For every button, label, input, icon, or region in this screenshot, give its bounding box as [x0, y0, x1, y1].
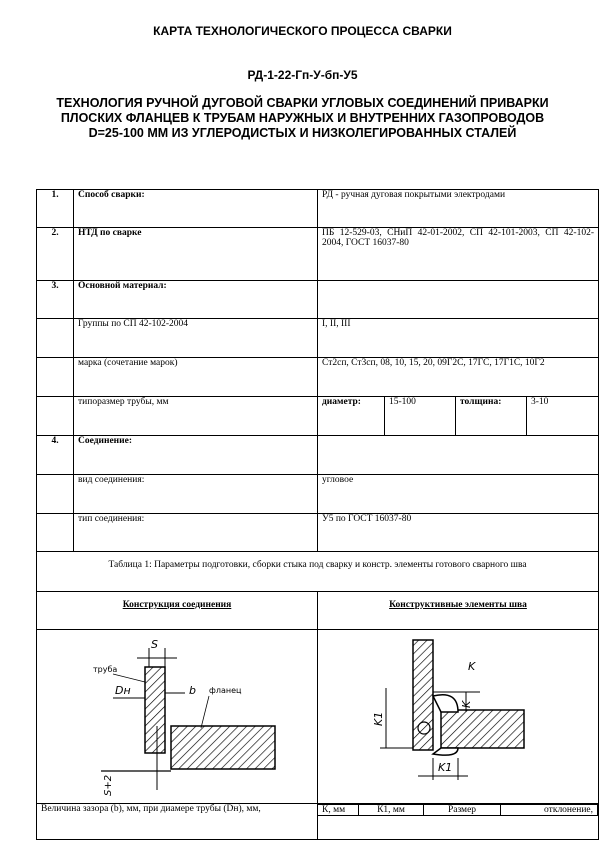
technology-title-line: ПЛОСКИХ ФЛАНЦЕВ К ТРУБАМ НАРУЖНЫХ И ВНУТРЕННИХ ГАЗОПРОВОДОВ — [60, 111, 545, 125]
table-row — [37, 319, 599, 358]
k1-header: К1, мм — [359, 805, 424, 816]
label-pipe: труба — [93, 665, 118, 674]
row-label: тип соединения: — [74, 514, 318, 552]
table-row — [37, 190, 599, 228]
row-number-empty — [37, 514, 74, 552]
table-row — [37, 804, 599, 840]
row-value: угловое — [318, 475, 599, 514]
row-number-empty — [37, 358, 74, 397]
weld-size-headers — [318, 804, 599, 840]
thickness-value: 3-10 — [527, 397, 599, 436]
table-row — [37, 592, 599, 630]
card-code: РД-1-22-Гп-У-бп-У5 — [247, 68, 358, 82]
table-row — [37, 358, 599, 397]
table-row — [37, 514, 599, 552]
label-k1-bottom: K1 — [438, 761, 453, 774]
label-s: S — [151, 638, 158, 651]
deviation-header: отклонение, — [501, 805, 598, 816]
size-header: Размер — [424, 805, 501, 816]
column-heading-construction: Конструкция соединения — [37, 592, 318, 630]
row-label: Способ сварки: — [74, 190, 318, 228]
diameter-label: диаметр: — [318, 397, 385, 436]
technology-title — [0, 96, 605, 141]
row-number: 1. — [37, 190, 74, 228]
table-row — [37, 228, 599, 281]
label-flange: фланец — [209, 686, 242, 695]
row-label: НТД по сварке — [74, 228, 318, 281]
row-value-empty — [318, 436, 599, 475]
row-value: Ст2сп, Ст3сп, 08, 10, 15, 20, 09Г2С, 17ГС, 17Г1С, 10Г2 — [318, 358, 599, 397]
row-value-empty — [318, 281, 599, 319]
row-number: 4. — [37, 436, 74, 475]
row-value: ПБ 12-529-03, СНиП 42-01-2002, СП 42-101-2003, СП 42-102-2004, ГОСТ 16037-80 — [318, 228, 599, 281]
row-number-empty — [37, 475, 74, 514]
row-value: I, II, III — [318, 319, 599, 358]
row-number-empty — [37, 397, 74, 436]
technology-title-line: ТЕХНОЛОГИЯ РУЧНОЙ ДУГОВОЙ СВАРКИ УГЛОВЫХ СОЕДИНЕНИЙ ПРИВАРКИ — [56, 96, 549, 110]
weld-elements-drawing — [318, 630, 599, 803]
row-value: РД - ручная дуговая покрытыми электродами — [318, 190, 599, 228]
technology-title-line: D=25-100 ММ ИЗ УГЛЕРОДИСТЫХ И НИЗКОЛЕГИРОВАННЫХ СТАЛЕЙ — [88, 126, 517, 140]
label-k1-vertical: K1 — [372, 711, 385, 726]
row-label: марка (сочетание марок) — [74, 358, 318, 397]
thickness-label: толщина: — [456, 397, 527, 436]
card-title: КАРТА ТЕХНОЛОГИЧЕСКОГО ПРОЦЕССА СВАРКИ — [153, 24, 452, 38]
row-number-empty — [37, 319, 74, 358]
row-label: типоразмер трубы, мм — [74, 397, 318, 436]
table-row — [37, 436, 599, 475]
joint-construction-drawing — [37, 630, 317, 803]
process-card-table — [36, 189, 599, 840]
table-row — [37, 281, 599, 319]
row-number: 3. — [37, 281, 74, 319]
table-row — [37, 552, 599, 592]
row-label: вид соединения: — [74, 475, 318, 514]
row-label: Основной материал: — [74, 281, 318, 319]
diameter-value: 15-100 — [385, 397, 456, 436]
label-k-side: K — [460, 700, 473, 708]
label-b: b — [189, 684, 196, 697]
weld-size-subtable — [318, 804, 598, 816]
table-row — [37, 475, 599, 514]
label-s-plus-2: S+2 — [103, 774, 114, 796]
row-label: Соединение: — [74, 436, 318, 475]
figure-weld-elements — [318, 630, 599, 804]
row-number: 2. — [37, 228, 74, 281]
figure-joint-construction — [37, 630, 318, 804]
table-row — [37, 630, 599, 804]
gap-size-header: Величина зазора (b), мм, при диамере трубы (Dн), мм, — [37, 804, 318, 840]
table1-caption: Таблица 1: Параметры подготовки, сборки стыка под сварку и констр. элементы готового сварного шва — [37, 552, 599, 592]
label-dn: Dн — [115, 684, 131, 697]
label-k-top: K — [468, 660, 476, 673]
table-row — [37, 397, 599, 436]
row-value: У5 по ГОСТ 16037-80 — [318, 514, 599, 552]
k-header: К, мм — [318, 805, 359, 816]
row-label: Группы по СП 42-102-2004 — [74, 319, 318, 358]
subtable-row — [318, 805, 598, 816]
column-heading-elements: Конструктивные элементы шва — [318, 592, 599, 630]
